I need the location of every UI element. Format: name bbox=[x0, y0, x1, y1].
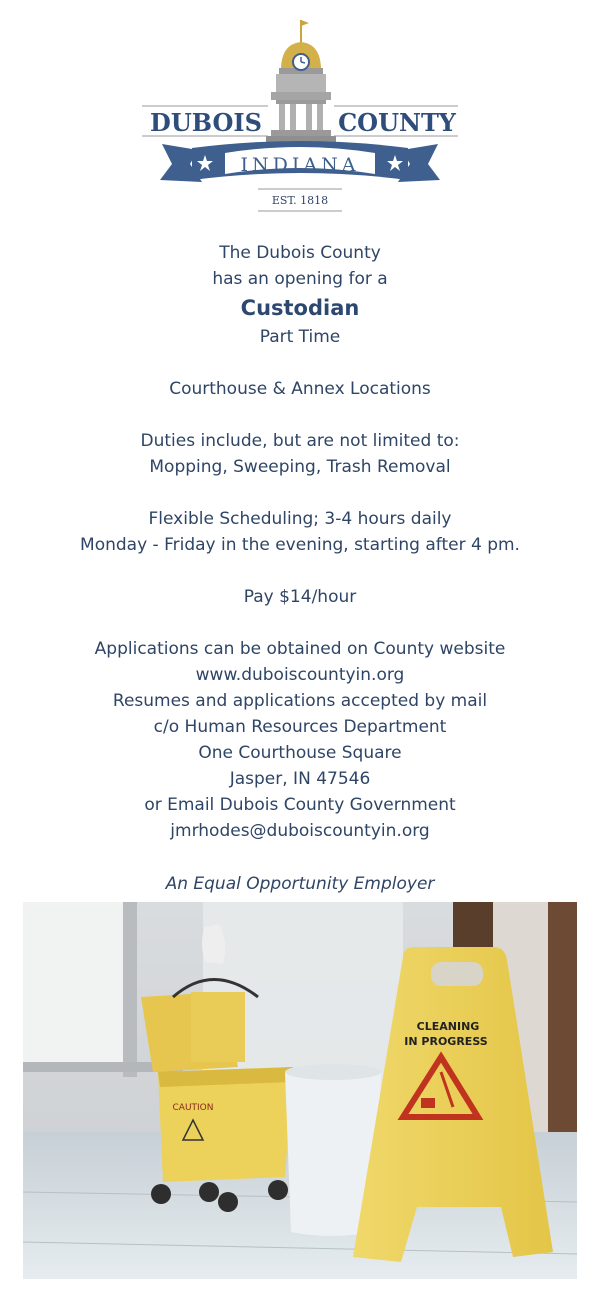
website-link[interactable]: www.duboiscountyin.org bbox=[195, 665, 405, 685]
duties-block bbox=[0, 428, 600, 480]
apply-line-5: One Courthouse Square bbox=[198, 743, 402, 763]
apply-line-6: Jasper, IN 47546 bbox=[229, 769, 371, 789]
bucket-caution-label: CAUTION bbox=[172, 1103, 214, 1113]
employment-type: Part Time bbox=[259, 327, 341, 347]
sign-text-line-2: IN PROGRESS bbox=[404, 1035, 488, 1048]
sign-text-line-1: CLEANING bbox=[416, 1020, 480, 1033]
schedule-line-2: Monday - Friday in the evening, starting after 4 pm. bbox=[80, 535, 520, 555]
dubois-county-logo bbox=[140, 14, 460, 219]
logo-established: EST. 1818 bbox=[271, 194, 329, 207]
duties-list: Mopping, Sweeping, Trash Removal bbox=[149, 457, 451, 477]
pay-block bbox=[0, 584, 600, 610]
apply-line-7: or Email Dubois County Government bbox=[144, 795, 456, 815]
courthouse-icon bbox=[266, 20, 336, 142]
intro-line-2: has an opening for a bbox=[212, 269, 388, 289]
apply-line-1: Applications can be obtained on County website bbox=[94, 639, 506, 659]
logo-banner-text: INDIANA bbox=[240, 154, 360, 176]
apply-block bbox=[0, 636, 600, 844]
duties-heading: Duties include, but are not limited to: bbox=[140, 431, 460, 451]
apply-line-3: Resumes and applications accepted by mail bbox=[112, 691, 488, 711]
logo-word-left: DUBOIS bbox=[150, 108, 262, 137]
pay-text: Pay $14/hour bbox=[243, 587, 357, 607]
intro-line-1: The Dubois County bbox=[219, 243, 381, 263]
location-text: Courthouse & Annex Locations bbox=[169, 379, 431, 399]
equal-opportunity-text: An Equal Opportunity Employer bbox=[165, 874, 435, 894]
schedule-block bbox=[0, 506, 600, 558]
email-link[interactable]: jmrhodes@duboiscountyin.org bbox=[170, 821, 430, 841]
logo-word-right: COUNTY bbox=[338, 108, 456, 137]
intro-block bbox=[0, 240, 600, 350]
cleaning-photo bbox=[23, 902, 577, 1279]
location-block bbox=[0, 376, 600, 402]
apply-line-4: c/o Human Resources Department bbox=[153, 717, 447, 737]
schedule-line-1: Flexible Scheduling; 3-4 hours daily bbox=[148, 509, 452, 529]
position-title: Custodian bbox=[240, 296, 360, 320]
